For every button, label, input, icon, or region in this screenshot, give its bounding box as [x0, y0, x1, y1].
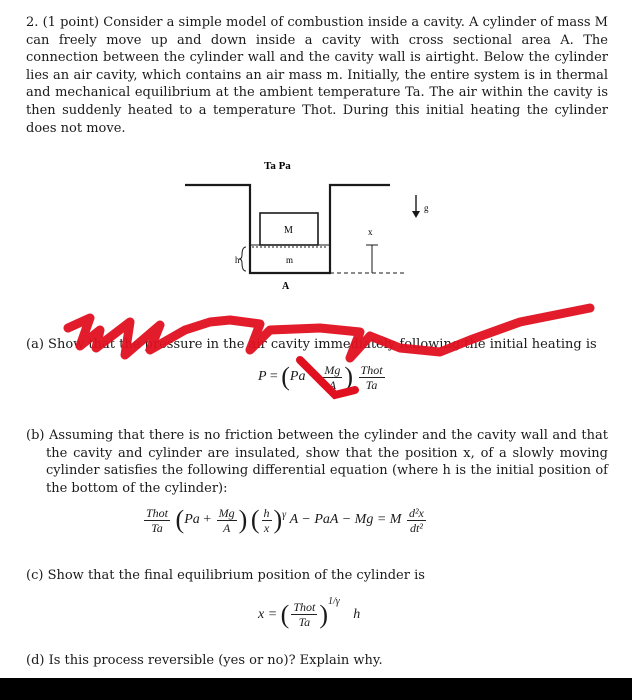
- eq-b-plus: +: [203, 512, 212, 528]
- eq-c-h: h: [353, 607, 361, 622]
- figure-label-m: m: [286, 255, 294, 265]
- problem-number: 2.: [26, 15, 39, 30]
- eq-b-d2x: d²x: [408, 505, 424, 520]
- problem-points: (1 point): [42, 15, 100, 30]
- eq-a-A: A: [328, 377, 337, 392]
- part-b-text: Assuming that there is no friction between the cylinder and the cavity wall and that the cavity and cylinder are insulated, show that the position x, of a slowly moving cylinder satisfies the following differential equation (where h is the initial position of the bottom of the cylinder):: [46, 428, 608, 496]
- figure-label-x: x: [368, 227, 373, 237]
- eq-a-thot: Thot: [360, 362, 383, 377]
- eq-b-ta: Ta: [151, 520, 163, 535]
- eq-c-x: x =: [258, 607, 278, 622]
- eq-b-rest: A − PaA − Mg = M: [289, 512, 402, 528]
- eq-a-ta: Ta: [365, 377, 378, 392]
- part-c: [26, 567, 608, 585]
- equation-c: x = ( $\frac{\text{Thot}}{Ta}$ )$^{1/\gamma}$ h: [258, 596, 361, 630]
- eq-b-x: x: [263, 520, 270, 535]
- eq-b-h: h: [263, 505, 270, 520]
- figure-label-M: M: [284, 225, 293, 236]
- bottom-bar: [0, 678, 632, 700]
- eq-a-pa: Pa: [289, 369, 306, 385]
- equation-b: $\frac{\text{Thot}}{Ta}$ (Pa + $\frac{Mg}{A}$ ) ( $\frac{h}{x}$ )$^\gamma$ A − PaA − Mg = M $\frac{\text{d²x}}{\text{dt²}}$: [146, 505, 424, 535]
- eq-a-lhs: P: [258, 369, 267, 385]
- eq-a-mg: Mg: [324, 362, 341, 377]
- equation-a: P = (Pa + $\frac{Mg}{A}$ ) $\frac{\text{Thot}}{Ta}$: [258, 362, 383, 392]
- part-a-text: Show that the pressure in the air cavity immediately following the initial heating is: [48, 337, 597, 352]
- eq-b-pa: Pa: [184, 512, 200, 528]
- problem-statement: [26, 14, 608, 137]
- figure-label-A: A: [282, 281, 290, 292]
- eq-c-exp: 1/γ: [328, 596, 340, 607]
- figure-label-g: g: [424, 203, 429, 213]
- eq-a-plus: +: [308, 369, 317, 385]
- cavity-figure: [180, 155, 440, 300]
- eq-b-mg: Mg: [218, 505, 235, 520]
- part-c-text: Show that the final equilibrium position of the cylinder is: [47, 568, 425, 583]
- eq-c-ta: Ta: [298, 615, 311, 630]
- part-d: [26, 652, 608, 670]
- part-b: [26, 427, 608, 497]
- figure-label-ambient: Ta Pa: [264, 160, 291, 172]
- part-a-label: (a): [26, 337, 44, 352]
- eq-b-dt2: dt²: [409, 520, 423, 535]
- eq-b-thot: Thot: [146, 505, 169, 520]
- part-d-label: (d): [26, 653, 45, 668]
- red-scribble-annotation: [0, 300, 632, 410]
- eq-c-thot: Thot: [293, 600, 316, 615]
- part-b-label: (b): [26, 428, 45, 443]
- figure-label-h: h: [235, 255, 240, 265]
- part-c-label: (c): [26, 568, 44, 583]
- problem-text: Consider a simple model of combustion inside a cavity. A cylinder of mass M can freely move up and down inside a cavity with cross sectional area A. The connection between the cylinder wall and the cavity wall is airtight. Below the cylinder lies an air cavity, which contains an air mass m. Initially, the entire system is in thermal and mechanical equilibrium at the ambient temperature Ta. The air within the cavity is then suddenly heated to a temperature Thot. During this initial heating the cylinder does not move.: [26, 15, 608, 136]
- eq-b-A: A: [222, 520, 231, 535]
- eq-b-gamma: γ: [282, 509, 287, 521]
- part-d-text: Is this process reversible (yes or no)? Explain why.: [48, 653, 383, 668]
